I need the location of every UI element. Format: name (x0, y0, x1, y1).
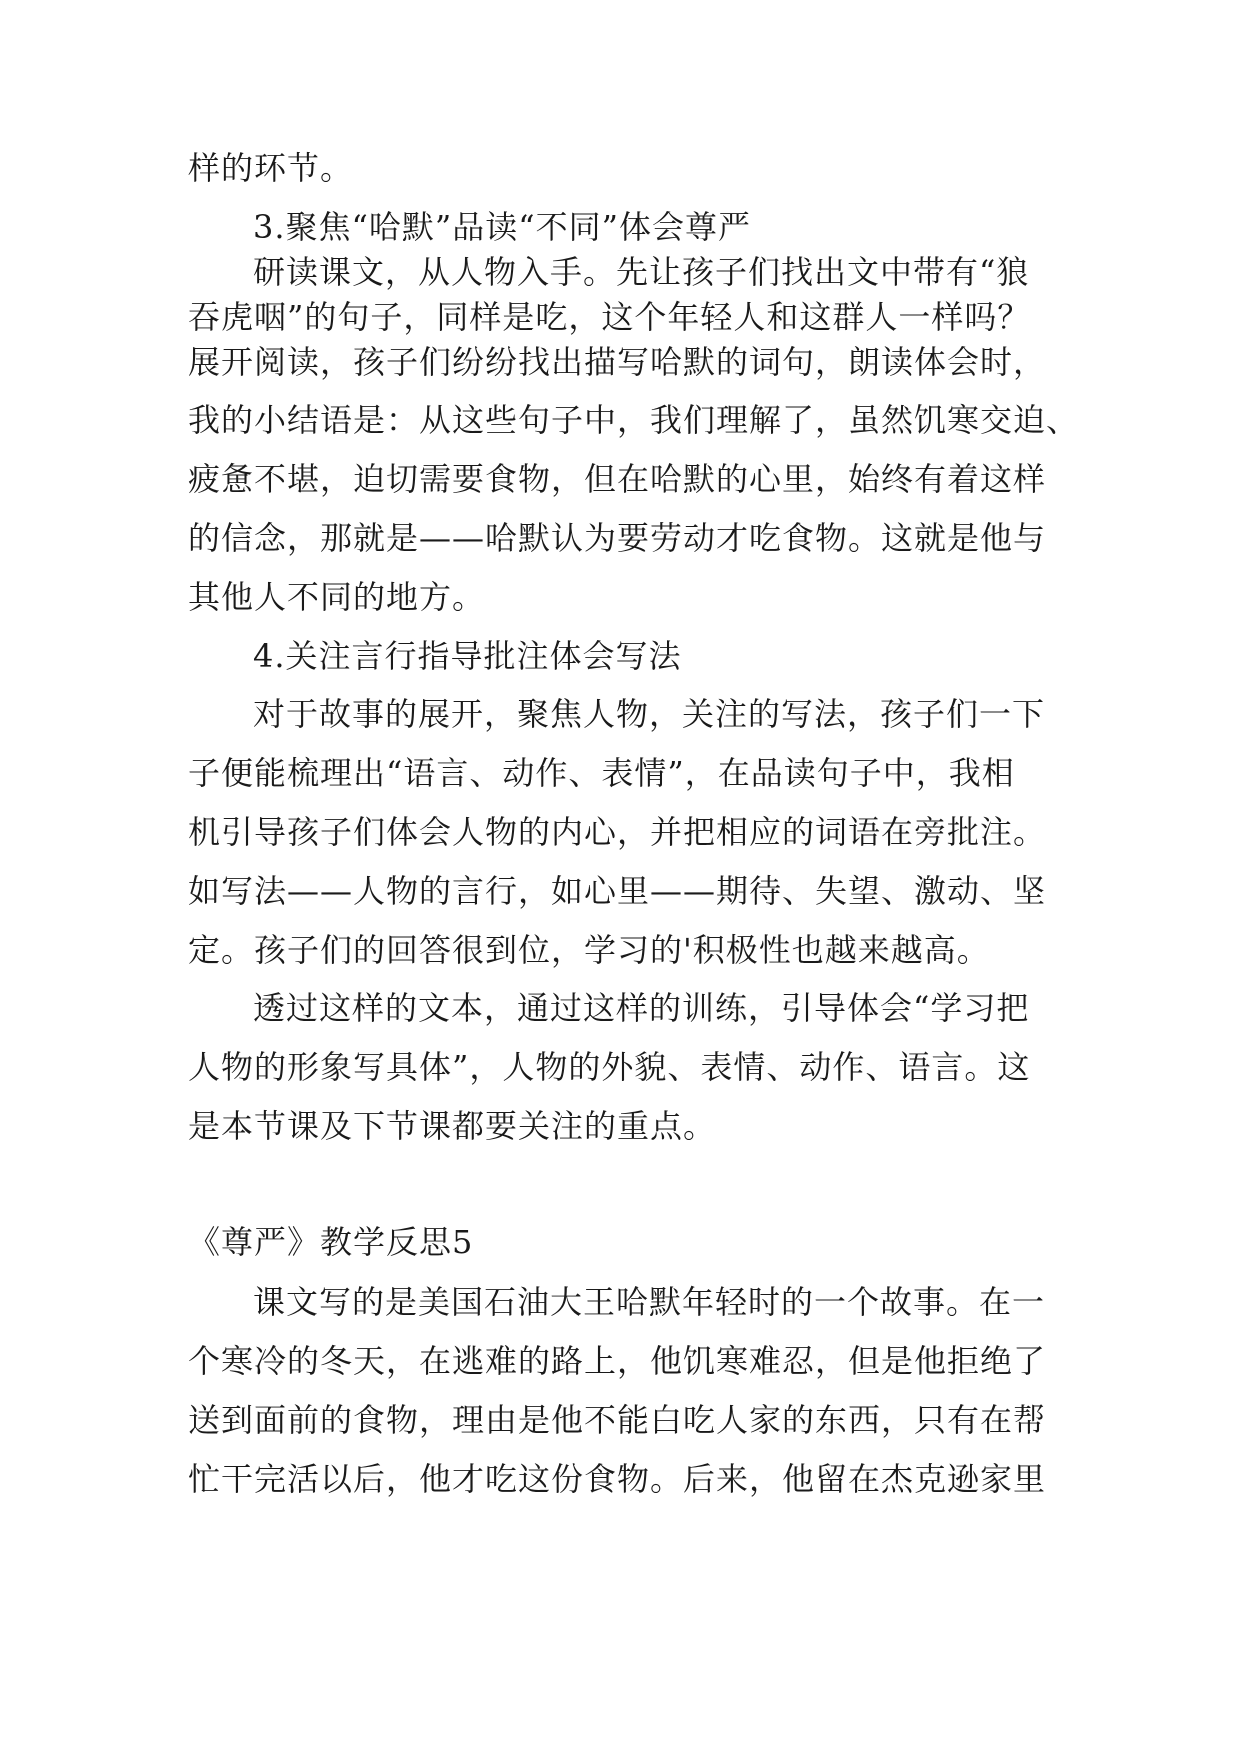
paragraph-line: 定。孩子们的回答很到位，学习的'积极性也越来越高。 (188, 931, 990, 969)
paragraph-line: 样的环节。 (188, 149, 354, 187)
paragraph-line: 疲惫不堪，迫切需要食物，但在哈默的心里，始终有着这样 (188, 460, 1047, 498)
paragraph-line: 的信念，那就是——哈默认为要劳动才吃食物。这就是他与 (188, 519, 1047, 557)
paragraph-line: 研读课文，从人物入手。先让孩子们找出文中带有“狼 (253, 253, 1030, 291)
paragraph-line: 送到面前的食物，理由是他不能白吃人家的东西，只有在帮 (188, 1401, 1047, 1439)
section-heading-4: 4.关注言行指导批注体会写法 (253, 637, 682, 675)
paragraph-line: 机引导孩子们体会人物的内心，并把相应的词语在旁批注。 (188, 813, 1047, 851)
paragraph-line: 课文写的是美国石油大王哈默年轻时的一个故事。在一 (253, 1283, 1046, 1321)
paragraph-line: 如写法——人物的言行，如心里——期待、失望、激动、坚 (188, 872, 1047, 910)
paragraph-line: 忙干完活以后，他才吃这份食物。后来，他留在杰克逊家里 (188, 1460, 1047, 1498)
paragraph-line: 是本节课及下节课都要关注的重点。 (188, 1107, 717, 1145)
paragraph-line: 子便能梳理出“语言、动作、表情”，在品读句子中，我相 (188, 754, 1015, 792)
section-heading-3: 3.聚焦“哈默”品读“不同”体会尊严 (253, 208, 751, 246)
paragraph-line: 吞虎咽”的句子，同样是吃，这个年轻人和这群人一样吗？ (188, 298, 1031, 336)
paragraph-line: 其他人不同的地方。 (188, 578, 486, 616)
paragraph-line: 对于故事的展开，聚焦人物，关注的写法，孩子们一下 (253, 695, 1046, 733)
paragraph-line: 展开阅读，孩子们纷纷找出描写哈默的词句，朗读体会时， (188, 343, 1047, 381)
section-title: 《尊严》教学反思5 (188, 1223, 474, 1261)
paragraph-line: 个寒冷的冬天，在逃难的路上，他饥寒难忍，但是他拒绝了 (188, 1342, 1047, 1380)
paragraph-line: 人物的形象写具体”，人物的外貌、表情、动作、语言。这 (188, 1048, 1031, 1086)
paragraph-line: 透过这样的文本，通过这样的训练，引导体会“学习把 (253, 989, 1030, 1027)
paragraph-line: 我的小结语是：从这些句子中，我们理解了，虽然饥寒交迫、 (188, 401, 1080, 439)
